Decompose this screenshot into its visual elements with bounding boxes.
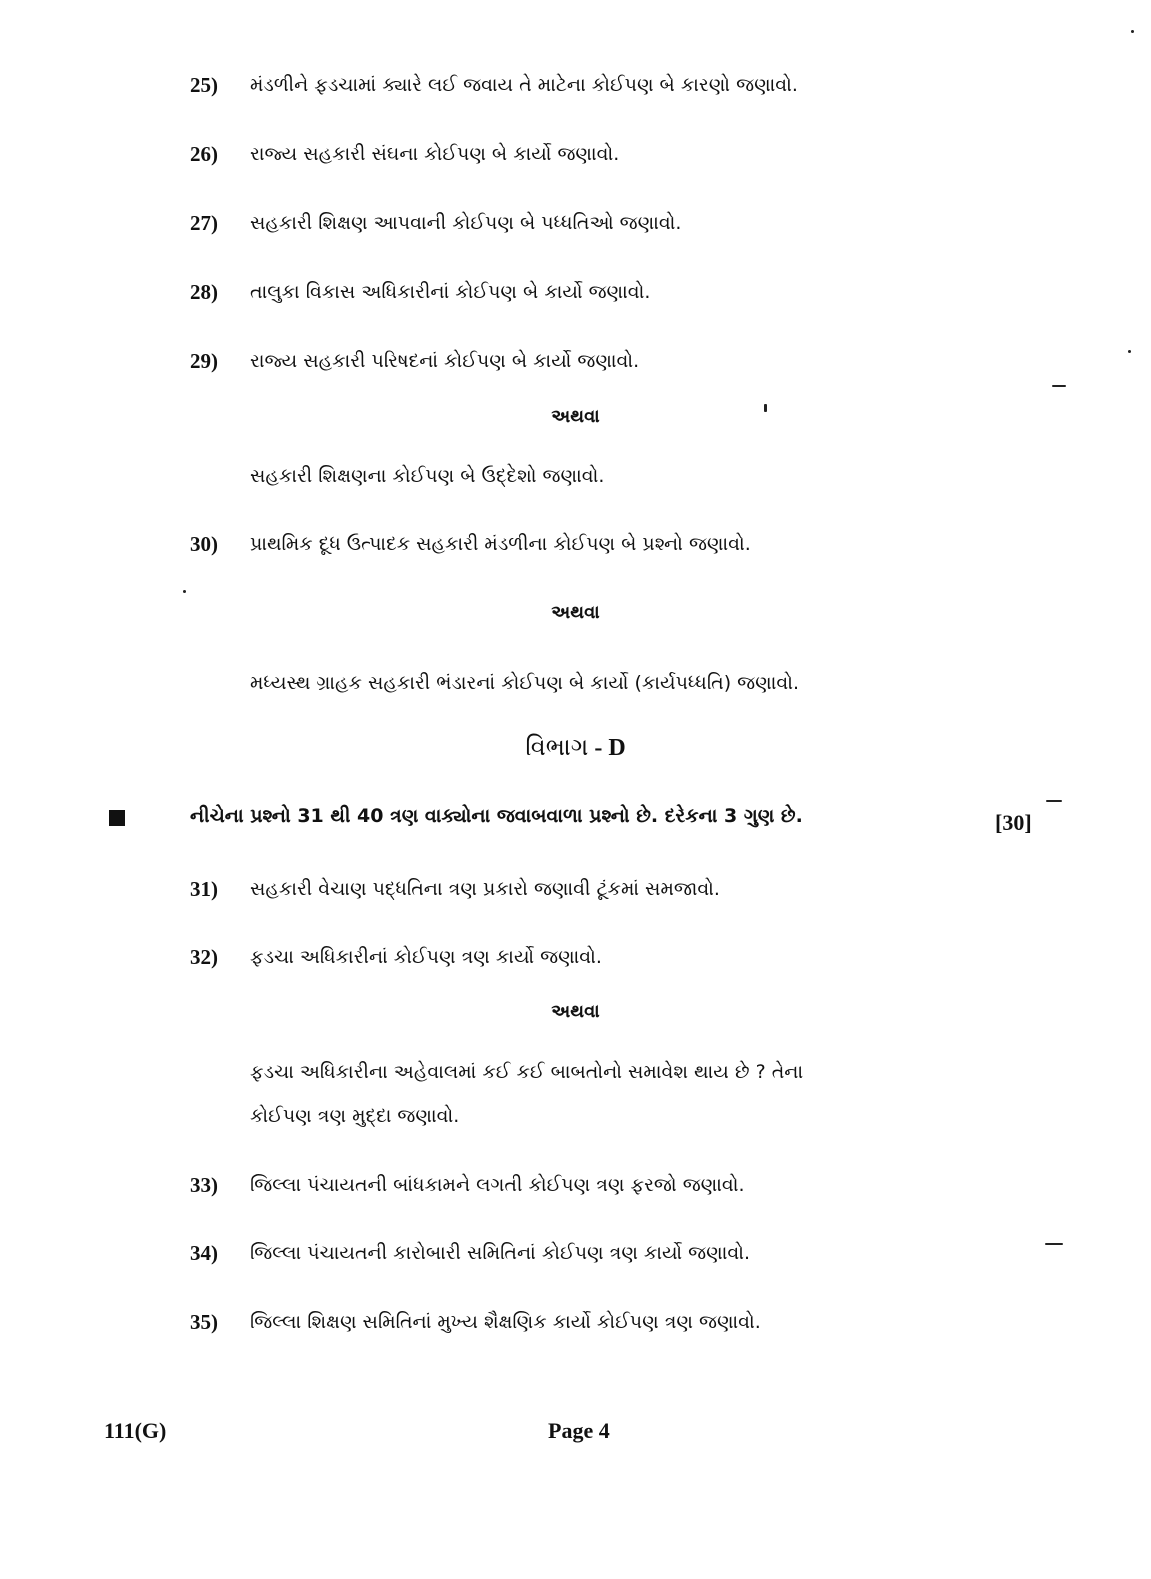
question-text: જિલ્લા પંચાયતની કારોબારી સમિતિનાં કોઈપણ ત્રણ કાર્યો જણાવો. [250, 1242, 750, 1264]
section-heading-letter: - D [594, 735, 626, 761]
question-number: 26) [190, 142, 218, 166]
scan-speck [764, 404, 767, 412]
or-label: અથવા [551, 1001, 600, 1022]
section-heading [0, 733, 1151, 762]
question-number: 33) [190, 1173, 218, 1197]
scan-speck [1131, 30, 1134, 33]
question-text: સહકારી વેચાણ પદ્ધતિના ત્રણ પ્રકારો જણાવી ટૂંકમાં સમજાવો. [250, 878, 720, 900]
question-text: પ્રાથમિક દૂધ ઉત્પાદક સહકારી મંડળીના કોઈપણ બે પ્રશ્નો જણાવો. [250, 533, 751, 555]
question-text: મંડળીને ફડચામાં ક્યારે લઈ જવાય તે માટેના કોઈપણ બે કારણો જણાવો. [250, 74, 798, 96]
question-text: રાજ્ય સહકારી પરિષદનાં કોઈપણ બે કાર્યો જણાવો. [250, 350, 640, 372]
question-number: 29) [190, 349, 218, 373]
question-number: 30) [190, 532, 218, 556]
scan-speck [183, 590, 186, 593]
question-text: જિલ્લા શિક્ષણ સમિતિનાં મુખ્ય શૈક્ષણિક કાર્યો કોઈપણ ત્રણ જણાવો. [250, 1311, 761, 1333]
scan-speck [1052, 385, 1066, 387]
question-text: જિલ્લા પંચાયતની બાંધકામને લગતી કોઈપણ ત્રણ ફરજો જણાવો. [250, 1174, 745, 1196]
or-label: અથવા [551, 602, 600, 623]
section-marks: [30] [995, 810, 1032, 835]
page-number: Page 4 [548, 1418, 610, 1443]
alternative-question: મધ્યસ્થ ગ્રાહક સહકારી ભંડારનાં કોઈપણ બે કાર્યો (કાર્યપધ્ધતિ) જણાવો. [250, 672, 799, 694]
paper-code: 111(G) [104, 1418, 167, 1443]
alternative-question-line-2: કોઈપણ ત્રણ મુદ્દા જણાવો. [250, 1105, 460, 1127]
or-label: અથવા [551, 406, 600, 427]
question-text: ફડચા અધિકારીનાં કોઈપણ ત્રણ કાર્યો જણાવો. [250, 946, 602, 968]
question-number: 31) [190, 877, 218, 901]
question-number: 27) [190, 211, 218, 235]
scan-speck [1046, 800, 1062, 802]
alternative-question-line-1: ફડચા અધિકારીના અહેવાલમાં કઈ કઈ બાબતોનો સમાવેશ થાય છે ? તેના [250, 1061, 804, 1083]
scan-speck [1045, 1243, 1063, 1245]
question-text: તાલુકા વિકાસ અધિકારીનાં કોઈપણ બે કાર્યો જણાવો. [250, 281, 651, 303]
square-bullet-icon [109, 810, 125, 826]
question-number: 35) [190, 1310, 218, 1334]
question-number: 32) [190, 945, 218, 969]
question-text: રાજ્ય સહકારી સંઘના કોઈપણ બે કાર્યો જણાવો. [250, 143, 620, 165]
alternative-question: સહકારી શિક્ષણના કોઈપણ બે ઉદ્દેશો જણાવો. [250, 465, 605, 487]
question-number: 28) [190, 280, 218, 304]
scan-speck [1128, 350, 1131, 353]
question-number: 25) [190, 73, 218, 97]
question-number: 34) [190, 1241, 218, 1265]
question-text: સહકારી શિક્ષણ આપવાની કોઈપણ બે પધ્ધતિઓ જણાવો. [250, 212, 682, 234]
section-heading-label: વિભાગ [525, 733, 589, 761]
section-instruction: નીચેના પ્રશ્નો 31 થી 40 ત્રણ વાક્યોના જવાબવાળા પ્રશ્નો છે. દરેકના 3 ગુણ છે. [190, 805, 803, 827]
